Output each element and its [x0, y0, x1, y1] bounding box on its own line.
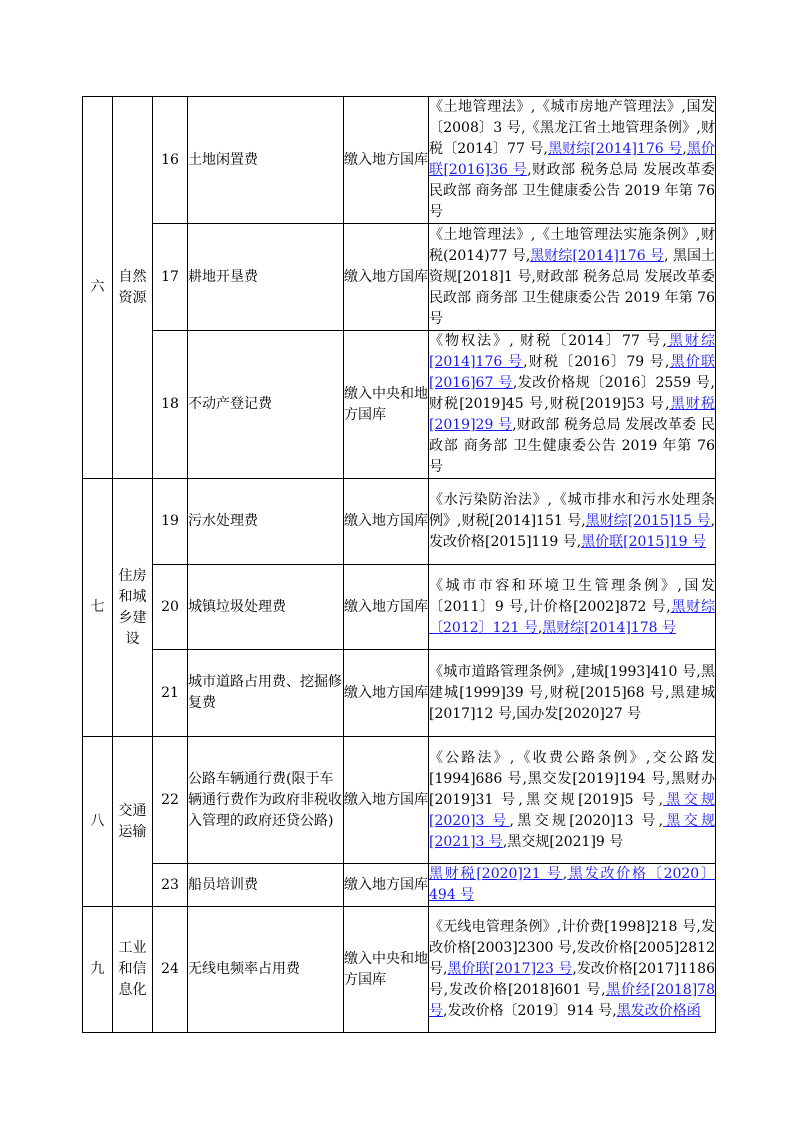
policy-link[interactable]: 黑发改价格〔2020〕494 号	[429, 866, 715, 903]
basis-text: 《土地管理法》,《土地管理法实施条例》,财税(2014)77 号,	[429, 226, 715, 264]
policy-basis	[429, 565, 716, 650]
basis-text: 《城市市容和环境卫生管理条例》,国发〔2011〕9 号,计价格[2002]872 号,	[429, 577, 715, 615]
policy-link[interactable]: 黑交规[2020]3 号	[429, 791, 715, 829]
fee-name: 土地闲置费	[188, 97, 344, 224]
category-number: 六	[83, 97, 113, 479]
fee-number: 18	[153, 331, 188, 479]
policy-basis	[429, 864, 716, 907]
basis-text: ,发改价格规〔2016〕2559 号,财税[2019]45 号,财税[2019]53 号,	[429, 375, 715, 412]
policy-link[interactable]: 黑财税[2019]29 号	[429, 396, 715, 433]
policy-link[interactable]: 黑价经[2018]78 号	[429, 982, 715, 1019]
fee-number: 16	[153, 97, 188, 224]
category-name: 交通运输	[113, 737, 153, 907]
policy-link[interactable]: 黑财税[2020]21 号	[429, 866, 563, 882]
basis-text: ,财政部 税务总局 发展改革委 民政部 商务部 卫生健康委公告 2019 年第 76 号	[429, 417, 715, 475]
fee-number: 17	[153, 224, 188, 331]
category-number: 九	[83, 907, 113, 1033]
basis-text: 《物权法》, 财税〔2014〕77 号,	[429, 333, 667, 349]
fee-number: 20	[153, 565, 188, 650]
policy-basis	[429, 224, 716, 331]
policy-basis	[429, 479, 716, 565]
policy-link[interactable]: 黑价联[2016]36 号	[429, 141, 716, 178]
fee-name: 城市道路占用费、挖掘修复费	[188, 650, 344, 737]
policy-link[interactable]: 黑财综[2014]176 号	[547, 141, 683, 157]
basis-text: 《无线电管理条例》,计价费[1998]218 号,发改价格[2003]2300 号,发改价格[2005]2812 号,	[429, 919, 715, 977]
basis-text: ,财政部 税务总局 发展改革委 民政部 商务部 卫生健康委公告 2019 年第 76 号	[429, 162, 715, 220]
basis-text: ,财税〔2016〕79 号,	[523, 354, 670, 370]
policy-basis	[429, 907, 716, 1033]
fee-name: 船员培训费	[188, 864, 344, 907]
fee-destination: 缴入地方国库	[344, 650, 429, 737]
basis-text: ,	[562, 866, 568, 882]
table-row	[83, 479, 716, 565]
fee-destination: 缴入地方国库	[344, 224, 429, 331]
basis-text: ,	[682, 141, 687, 157]
fee-name: 无线电频率占用费	[188, 907, 344, 1033]
policy-basis	[429, 737, 716, 864]
category-name: 工业和信息化	[113, 907, 153, 1033]
fee-name: 污水处理费	[188, 479, 344, 565]
fee-name: 公路车辆通行费(限于车辆通行费作为政府非税收入管理的政府还贷公路)	[188, 737, 344, 864]
policy-basis	[429, 97, 716, 224]
basis-text: ,发改价格[2017]1186 号,发改价格[2018]601 号,	[429, 961, 715, 998]
fee-destination: 缴入地方国库	[344, 565, 429, 650]
policy-basis	[429, 331, 716, 479]
fee-name: 城镇垃圾处理费	[188, 565, 344, 650]
table-row	[83, 737, 716, 864]
fee-destination: 缴入中央和地方国库	[344, 907, 429, 1033]
policy-link[interactable]: 黑价联[2017]23 号	[447, 961, 573, 977]
fee-number: 22	[153, 737, 188, 864]
policy-link[interactable]: 黑价联[2015]19 号	[581, 534, 707, 550]
table-row	[83, 331, 716, 479]
basis-text: 《土地管理法》,《城市房地产管理法》,国发〔2008〕3 号,《黑龙江省土地管理条例》,财税〔2014〕77 号,	[429, 99, 715, 157]
table-row	[83, 650, 716, 737]
policy-basis	[429, 650, 716, 737]
policy-link[interactable]: 黑财综[2015]15 号	[585, 513, 711, 529]
fee-name: 不动产登记费	[188, 331, 344, 479]
policy-link[interactable]: 黑财综[2014]178 号	[542, 619, 676, 636]
fee-destination: 缴入地方国库	[344, 737, 429, 864]
table-row	[83, 565, 716, 650]
fee-number: 23	[153, 864, 188, 907]
fee-destination: 缴入地方国库	[344, 864, 429, 907]
fee-destination: 缴入中央和地方国库	[344, 331, 429, 479]
fee-number: 21	[153, 650, 188, 737]
fee-table	[82, 96, 716, 1033]
policy-link[interactable]: 黑价联[2016]67 号	[429, 354, 716, 391]
policy-link[interactable]: 黑财综[2014]176 号	[429, 333, 715, 370]
basis-text: ,发改价格〔2019〕914 号,	[443, 1003, 617, 1019]
basis-text: ,	[537, 619, 543, 636]
table-row	[83, 97, 716, 224]
basis-text: ,黑交规[2021]9 号	[502, 833, 624, 850]
basis-text: 《公路法》,《收费公路条例》,交公路发[1994]686 号,黑交发[2019]194 号,黑财办[2019]31 号,黑交规[2019]5 号,	[429, 749, 715, 808]
category-number: 七	[83, 479, 113, 737]
category-name: 自然资源	[113, 97, 153, 479]
basis-text: ,黑交规[2020]13 号,	[509, 812, 664, 829]
fee-destination: 缴入地方国库	[344, 479, 429, 565]
category-number: 八	[83, 737, 113, 907]
basis-text: , 黑国土资规[2018]1 号,财政部 税务总局 发展改革委 民政部 商务部 卫生健康委公告 2019 年第 76 号	[429, 247, 715, 327]
table-row	[83, 864, 716, 907]
table-row	[83, 907, 716, 1033]
policy-link[interactable]: 黑财综[2014]176 号	[530, 247, 665, 264]
policy-link[interactable]: 黑交规[2021]3 号	[429, 812, 716, 850]
basis-text: ,发改价格[2015]119 号,	[429, 513, 716, 550]
fee-number: 24	[153, 907, 188, 1033]
table-row	[83, 224, 716, 331]
fee-number: 19	[153, 479, 188, 565]
fee-name: 耕地开垦费	[188, 224, 344, 331]
policy-link[interactable]: 黑财综〔2012〕121 号	[429, 598, 715, 636]
category-name: 住房和城乡建设	[113, 479, 153, 737]
basis-text: 《城市道路管理条例》,建城[1993]410 号,黑建城[1999]39 号,财税[2015]68 号,黑建城[2017]12 号,国办发[2020]27 号	[429, 663, 715, 722]
basis-text: 《水污染防治法》,《城市排水和污水处理条例》,财税[2014]151 号,	[429, 492, 715, 529]
policy-link[interactable]: 黑发改价格函	[616, 1003, 701, 1019]
fee-destination: 缴入地方国库	[344, 97, 429, 224]
